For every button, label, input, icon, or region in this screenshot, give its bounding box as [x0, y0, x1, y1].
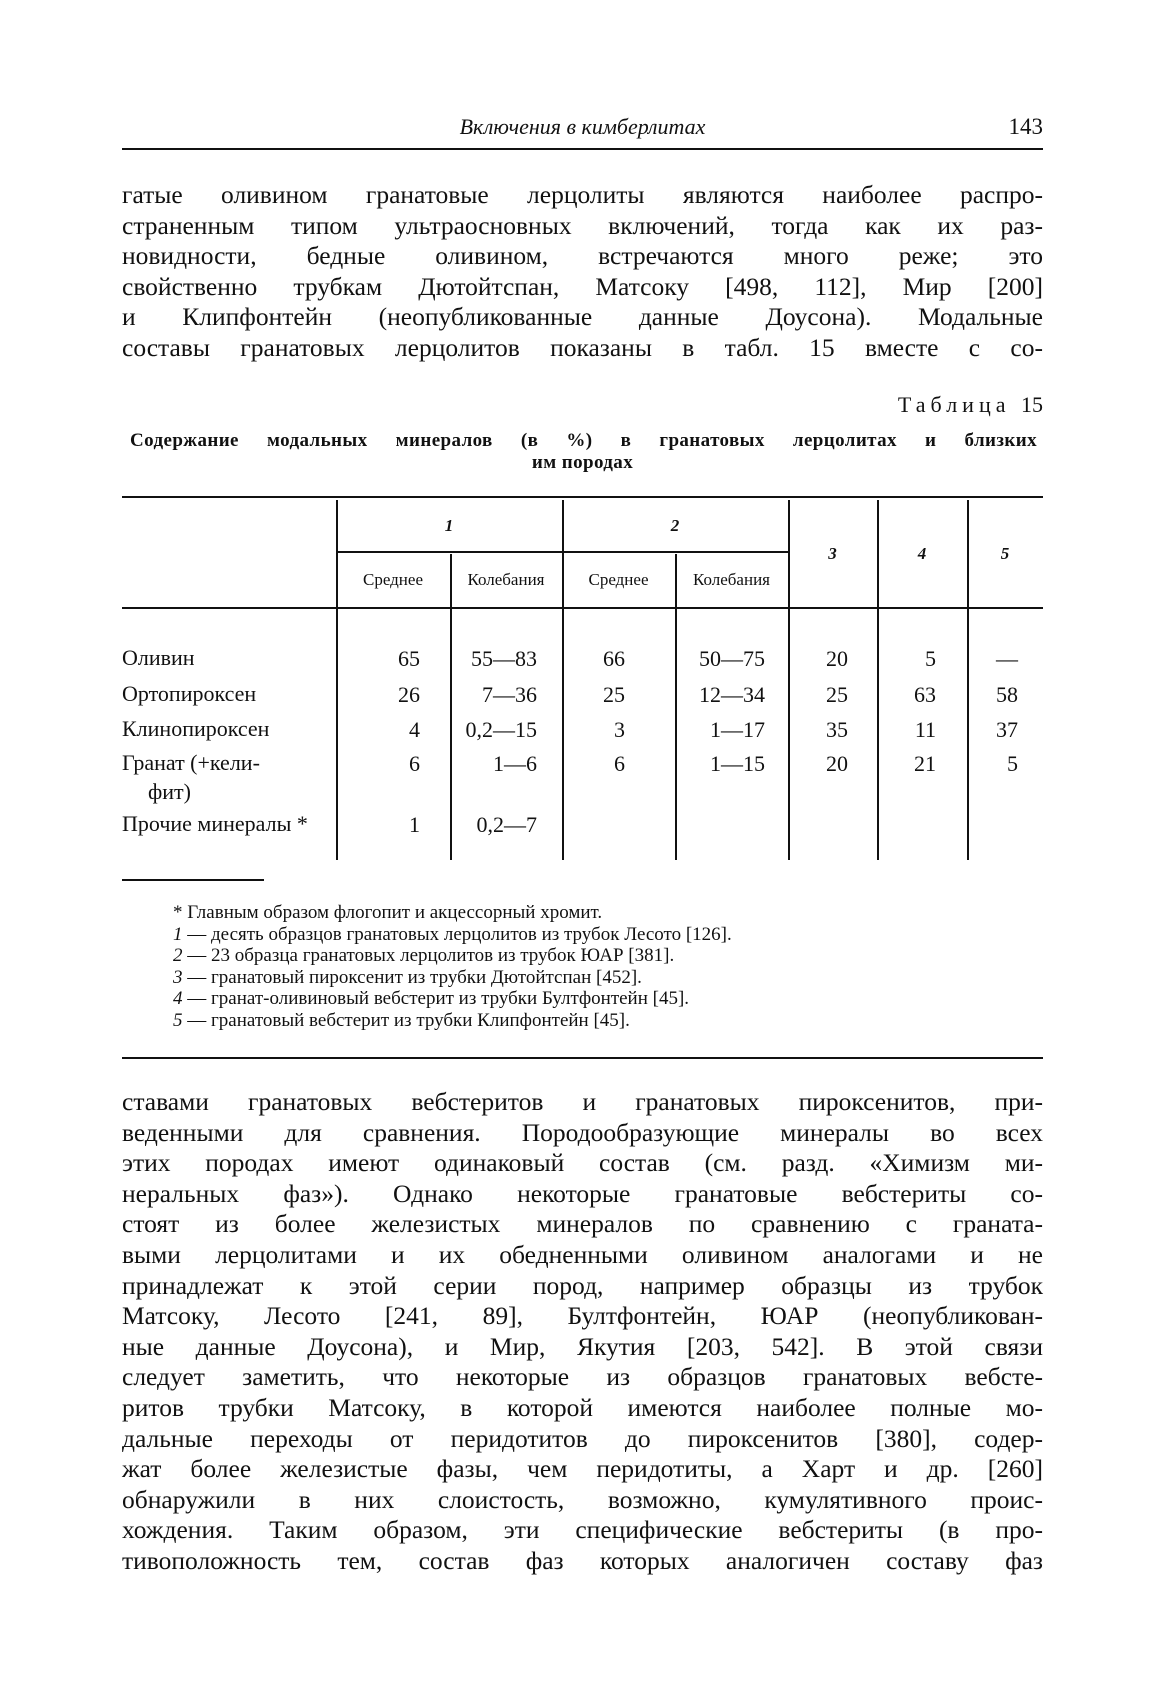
table-cell: 5 [1007, 751, 1018, 776]
running-title: Включения в кимберлитах [459, 114, 706, 139]
table-title-line-2: им породах [531, 452, 634, 473]
table-cell: 6 [614, 751, 625, 776]
table-cell: 25 [826, 682, 848, 707]
group-1-rule [338, 551, 562, 553]
footnote-text: — гранатовый вебстерит из трубки Клипфонтейн [45]. [182, 1009, 630, 1031]
table-cell: 65 [398, 646, 420, 671]
footnote-key: 4 [173, 988, 183, 1010]
table-cell: 3 [614, 717, 625, 742]
text-line: свойственно трубкам Дютойтспан, Матсоку [498, 112], Мир [200] [122, 271, 1043, 301]
footnote [173, 924, 732, 946]
footnote-key: 3 [173, 966, 183, 988]
column-divider [450, 554, 452, 860]
table-cell: — [996, 646, 1018, 671]
text-line: принадлежат к этой серии пород, например образцы из трубок [122, 1270, 1043, 1300]
table-cell: 37 [996, 717, 1018, 742]
text-line: ставами гранатовых вебстеритов и гранатовых пироксенитов, при- [122, 1087, 1043, 1116]
group-2-rule [564, 551, 788, 553]
sub-header-range: Колебания [692, 570, 770, 589]
footnote [173, 967, 732, 989]
table-cell: 1 [409, 812, 420, 837]
row-label-continuation: фит) [148, 779, 191, 804]
table-cell: 4 [409, 717, 420, 742]
table-cell: 6 [409, 751, 420, 776]
table-cell: 50—75 [699, 646, 765, 671]
footnote [173, 945, 732, 967]
text-line: веденными для сравнения. Породообразующие минералы во всех [122, 1117, 1043, 1147]
column-header-4: 4 [917, 544, 927, 563]
paragraph-top [122, 180, 1043, 364]
row-label: Клинопироксен [122, 716, 270, 741]
footnote-rule [122, 879, 264, 881]
table-cell: 5 [925, 646, 936, 671]
text-line: жат более железистые фазы, чем перидотиты, а Харт и др. [260] [122, 1454, 1043, 1484]
sub-header-range: Колебания [467, 570, 545, 589]
text-line: выми лерцолитами и их обедненными оливином аналогами и не [122, 1239, 1043, 1269]
footnote-text: — десять образцов гранатовых лерцолитов из трубок Лесото [126]. [182, 923, 732, 945]
text-line: стоят из более железистых минералов по сравнению с граната- [122, 1209, 1043, 1239]
text-line: гатые оливином гранатовые лерцолиты являются наиболее распро- [122, 180, 1043, 209]
footnote [173, 902, 732, 924]
table-cell: 1—6 [493, 751, 537, 776]
table-cell: 20 [826, 646, 848, 671]
table-label [898, 392, 1043, 418]
footnote-text: — 23 образца гранатовых лерцолитов из трубок ЮАР [381]. [182, 945, 675, 967]
table-cell: 35 [826, 717, 848, 742]
text-line: неральных фаз»). Однако некоторые гранатовые вебстериты со- [122, 1178, 1043, 1208]
page-number: 143 [1008, 114, 1043, 139]
footnote [173, 988, 732, 1010]
text-line: хождения. Таким образом, эти специфические вебстериты (в про- [122, 1515, 1043, 1545]
table-cell: 11 [914, 717, 936, 742]
row-label: Прочие минералы * [122, 811, 308, 836]
text-line: страненным типом ультраосновных включений, тогда как их раз- [122, 210, 1043, 240]
text-line: составы гранатовых лерцолитов показаны в табл. 15 вместе с со- [122, 332, 1043, 362]
group-header-1: 1 [444, 516, 454, 535]
column-divider [562, 500, 564, 860]
table-cell: 21 [914, 751, 936, 776]
text-line: тивоположность тем, состав фаз которых аналогичен составу фаз [122, 1545, 1043, 1575]
column-header-3: 3 [828, 544, 837, 563]
group-header-2: 2 [670, 516, 680, 535]
footnote-text: Главным образом флогопит и акцессорный хромит. [182, 902, 603, 923]
table-cell: 20 [826, 751, 848, 776]
table-label-word: Таблица [897, 392, 1011, 417]
paragraph-bottom [122, 1087, 1043, 1577]
text-line: дальные переходы от перидотитов до пироксенитов [380], содер- [122, 1423, 1043, 1453]
text-line: ритов трубки Матсоку, в которой имеются наиболее полные мо- [122, 1392, 1043, 1422]
text-line: и Клипфонтейн (неопубликованные данные Доусона). Модальные [122, 302, 1043, 332]
text-line: Матсоку, Лесото [241, 89], Бултфонтейн, ЮАР (неопубликован- [122, 1301, 1043, 1331]
footnote-key: 2 [173, 945, 183, 967]
footnote-text: — гранат-оливиновый вебстерит из трубки Бултфонтейн [45]. [182, 988, 690, 1010]
table-footnotes [173, 902, 732, 1032]
table-cell: 58 [996, 682, 1018, 707]
table-cell: 7—36 [482, 682, 537, 707]
table-cell: 1—15 [710, 751, 765, 776]
table-cell: 26 [398, 682, 420, 707]
row-label: Ортопироксен [122, 681, 257, 706]
table-number: 15 [1021, 392, 1043, 417]
footnote-key: * [173, 902, 183, 923]
table-cell: 1—17 [710, 717, 765, 742]
text-line: следует заметить, что некоторые из образцов гранатовых вебсте- [122, 1362, 1043, 1392]
text-line: новидности, бедные оливином, встречаются много реже; это [122, 241, 1043, 271]
column-divider [675, 554, 677, 860]
table-header-bottom-rule [122, 607, 1043, 609]
table-cell: 63 [914, 682, 936, 707]
table-cell: 12—34 [699, 682, 765, 707]
table-title-line-1: Содержание модальных минералов (в %) в гранатовых лерцолитах и близких [130, 430, 1037, 451]
table-cell: 66 [603, 646, 625, 671]
footnote-key: 1 [173, 923, 183, 945]
column-header-5: 5 [1000, 544, 1010, 563]
footnote [173, 1010, 732, 1032]
table-cell: 0,2—15 [465, 717, 537, 742]
table-top-rule [122, 496, 1043, 498]
sub-header-mean: Среднее [363, 570, 423, 589]
footnote-text: — гранатовый пироксенит из трубки Дютойтспан [452]. [182, 966, 642, 988]
running-head [122, 110, 1043, 142]
table-cell: 0,2—7 [476, 812, 537, 837]
text-line: ные данные Доусона), и Мир, Якутия [203, 542]. В этой связи [122, 1331, 1043, 1361]
sub-header-mean: Среднее [588, 570, 649, 589]
table-end-rule [122, 1057, 1043, 1059]
footnote-key: 5 [173, 1009, 183, 1031]
table-cell: 55—83 [471, 646, 537, 671]
column-divider [336, 500, 338, 860]
text-line: обнаружили в них слоистость, возможно, кумулятивного проис- [122, 1484, 1043, 1514]
header-rule [122, 148, 1043, 150]
text-line: этих породах имеют одинаковый состав (см. разд. «Химизм ми- [122, 1148, 1043, 1178]
row-label: Оливин [122, 645, 195, 670]
table-title [122, 430, 1043, 474]
table-cell: 25 [603, 682, 625, 707]
row-label: Гранат (+кели- [122, 750, 260, 775]
